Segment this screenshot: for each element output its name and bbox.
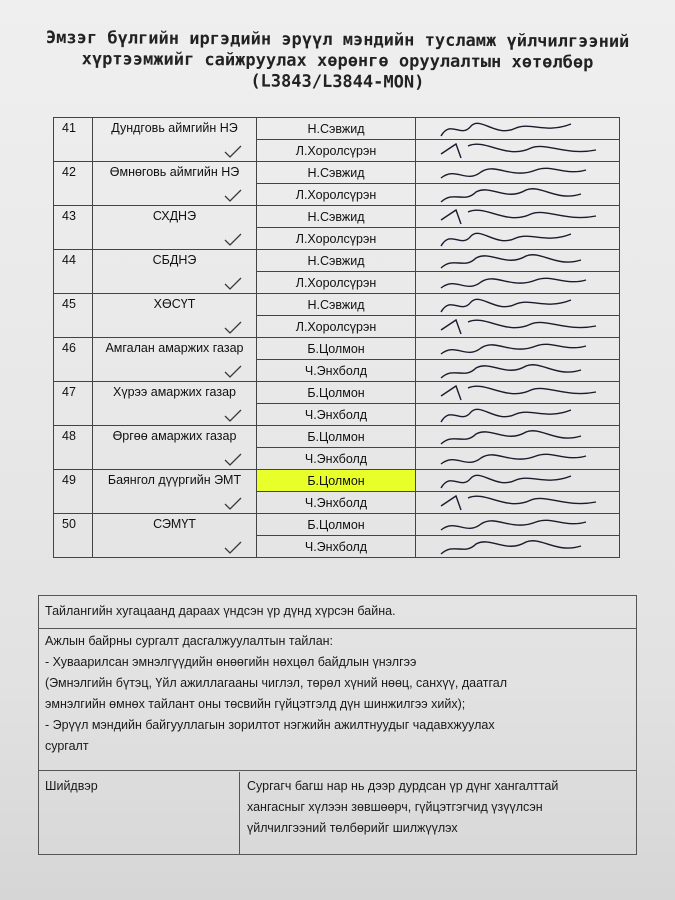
row-number: 47 [54, 382, 93, 426]
table-row [54, 118, 620, 140]
participant-name: Л.Хоролсүрэн [257, 316, 416, 338]
row-number: 48 [54, 426, 93, 470]
organization-name: СБДНЭ [152, 253, 197, 267]
checkmark-icon [224, 541, 242, 555]
organization-name: Баянгол дүүргийн ЭМТ [107, 473, 242, 487]
decision-text [247, 776, 632, 839]
organization-name: ХӨСҮТ [153, 297, 196, 311]
participant-name: Н.Сэвжид [257, 118, 416, 140]
signature-mark [436, 228, 606, 250]
signature-cell [416, 426, 620, 448]
participant-name: Ч.Энхболд [257, 360, 416, 382]
row-number: 50 [54, 514, 93, 558]
summary-heading: Тайлангийн хугацаанд дараах үндсэн үр дүнд хүрсэн байна. [45, 604, 396, 618]
signature-cell [416, 250, 620, 272]
signature-cell [416, 536, 620, 558]
summary-body-line: эмнэлгийн өмнөх тайлант оны төсвийн гүйцэтгэлд дүн шинжилгээ хийх); [45, 697, 466, 711]
organization-name: Дундговь аймгийн НЭ [111, 121, 238, 135]
table-row [54, 470, 620, 492]
table-row [54, 206, 620, 228]
organization-name: Өргөө амаржих газар [112, 429, 237, 443]
organization-cell [93, 470, 257, 514]
decision-label: Шийдвэр [45, 779, 98, 793]
checkmark-icon [224, 277, 242, 291]
summary-body-line: - Эрүүл мэндийн байгууллагын зорилтот нэгжийн ажилтнуудыг чадавхжуулах [45, 718, 495, 732]
table-row [54, 162, 620, 184]
organization-cell [93, 338, 257, 382]
signature-mark [436, 536, 606, 558]
checkmark-icon [224, 189, 242, 203]
decision-text-line: Сургагч багш нар нь дээр дурдсан үр дүнг хангалттай [247, 779, 559, 793]
participant-name: Н.Сэвжид [257, 250, 416, 272]
signature-mark [436, 272, 606, 294]
table-row [54, 250, 620, 272]
signature-mark [436, 206, 606, 228]
row-number: 45 [54, 294, 93, 338]
signature-mark [436, 404, 606, 426]
organization-cell [93, 162, 257, 206]
signature-cell [416, 338, 620, 360]
signature-cell [416, 382, 620, 404]
signature-mark [436, 338, 606, 360]
signature-mark [436, 140, 606, 162]
summary-body-line: Ажлын байрны сургалт дасгалжуулалтын тайлан: [45, 634, 334, 648]
signature-cell [416, 404, 620, 426]
summary-body [39, 629, 636, 771]
row-number: 49 [54, 470, 93, 514]
row-number: 43 [54, 206, 93, 250]
row-number: 46 [54, 338, 93, 382]
organization-name: СХДНЭ [152, 209, 197, 223]
organization-cell [93, 382, 257, 426]
summary-body-line: - Хуваарилсан эмнэлгүүдийн өнөөгийн нөхцөл байдлын үнэлгээ [45, 655, 417, 669]
checkmark-icon [224, 321, 242, 335]
results-summary-table [38, 595, 637, 855]
title-line-3: (L3843/L3844-MON) [250, 71, 425, 93]
organization-cell [93, 118, 257, 162]
checkmark-icon [224, 453, 242, 467]
table-row [54, 294, 620, 316]
row-number: 41 [54, 118, 93, 162]
participant-name: Ч.Энхболд [257, 536, 416, 558]
signature-cell [416, 140, 620, 162]
signature-cell [416, 360, 620, 382]
organization-cell [93, 206, 257, 250]
signature-cell [416, 206, 620, 228]
signature-cell [416, 162, 620, 184]
row-number: 44 [54, 250, 93, 294]
signature-cell [416, 316, 620, 338]
signature-cell [416, 470, 620, 492]
checkmark-icon [224, 409, 242, 423]
participant-name: Н.Сэвжид [257, 162, 416, 184]
participant-name: Б.Цолмон [257, 426, 416, 448]
summary-heading-row [39, 596, 636, 629]
organization-name: Амгалан амаржих газар [105, 341, 244, 355]
organization-cell [93, 294, 257, 338]
summary-body-line: сургалт [45, 739, 89, 753]
signature-cell [416, 492, 620, 514]
table-row [54, 382, 620, 404]
participant-name: Л.Хоролсүрэн [257, 140, 416, 162]
organization-cell [93, 426, 257, 470]
decision-text-line: үйлчилгээний төлбөрийг шилжүүлэх [247, 821, 458, 835]
signature-cell [416, 448, 620, 470]
signature-cell [416, 294, 620, 316]
checkmark-icon [224, 233, 242, 247]
signature-cell [416, 514, 620, 536]
participant-name: Б.Цолмон [257, 382, 416, 404]
signature-cell [416, 184, 620, 206]
participant-name: Б.Цолмон [257, 470, 416, 492]
participant-name: Б.Цолмон [257, 514, 416, 536]
participant-name: Н.Сэвжид [257, 206, 416, 228]
participant-name: Ч.Энхболд [257, 492, 416, 514]
checkmark-icon [224, 365, 242, 379]
checkmark-icon [224, 145, 242, 159]
table-row [54, 514, 620, 536]
summary-body-line: (Эмнэлгийн бүтэц, Үйл ажиллагааны чиглэл, төрөл хүний нөөц, санхүү, даатгал [45, 676, 507, 690]
title-line-1: Эмзэг бүлгийн иргэдийн эрүүл мэндийн тусламж үйлчилгээний [45, 27, 630, 53]
checkmark-icon [224, 497, 242, 511]
signature-mark [436, 184, 606, 206]
signature-mark [436, 118, 606, 140]
signature-cell [416, 272, 620, 294]
organization-name: Хүрээ амаржих газар [112, 385, 237, 399]
organization-cell [93, 514, 257, 558]
participant-name: Ч.Энхболд [257, 404, 416, 426]
participant-name: Ч.Энхболд [257, 448, 416, 470]
signature-mark [436, 470, 606, 492]
signature-mark [436, 448, 606, 470]
signature-mark [436, 162, 606, 184]
signature-mark [436, 316, 606, 338]
participant-name: Б.Цолмон [257, 338, 416, 360]
table-row [54, 426, 620, 448]
signature-mark [436, 492, 606, 514]
signature-mark [436, 294, 606, 316]
participant-name: Л.Хоролсүрэн [257, 228, 416, 250]
signature-mark [436, 382, 606, 404]
signature-mark [436, 250, 606, 272]
participant-name: Н.Сэвжид [257, 294, 416, 316]
signature-mark [436, 360, 606, 382]
participants-table [53, 117, 620, 558]
row-number: 42 [54, 162, 93, 206]
document-title [0, 28, 675, 96]
signature-mark [436, 426, 606, 448]
participant-name: Л.Хоролсүрэн [257, 184, 416, 206]
signature-cell [416, 118, 620, 140]
title-line-2: хүртээмжийг сайжруулах хөрөнгө оруулалтын хөтөлбөр [81, 49, 594, 73]
table-row [54, 338, 620, 360]
decision-divider [239, 772, 240, 854]
decision-text-line: хангасныг хүлээн зөвшөөрч, гүйцэтгэгчид үзүүлсэн [247, 800, 543, 814]
organization-name: СЭМҮТ [153, 517, 196, 531]
organization-cell [93, 250, 257, 294]
signature-cell [416, 228, 620, 250]
decision-row [39, 772, 636, 854]
signature-mark [436, 514, 606, 536]
participant-name: Л.Хоролсүрэн [257, 272, 416, 294]
organization-name: Өмнөговь аймгийн НЭ [109, 165, 240, 179]
